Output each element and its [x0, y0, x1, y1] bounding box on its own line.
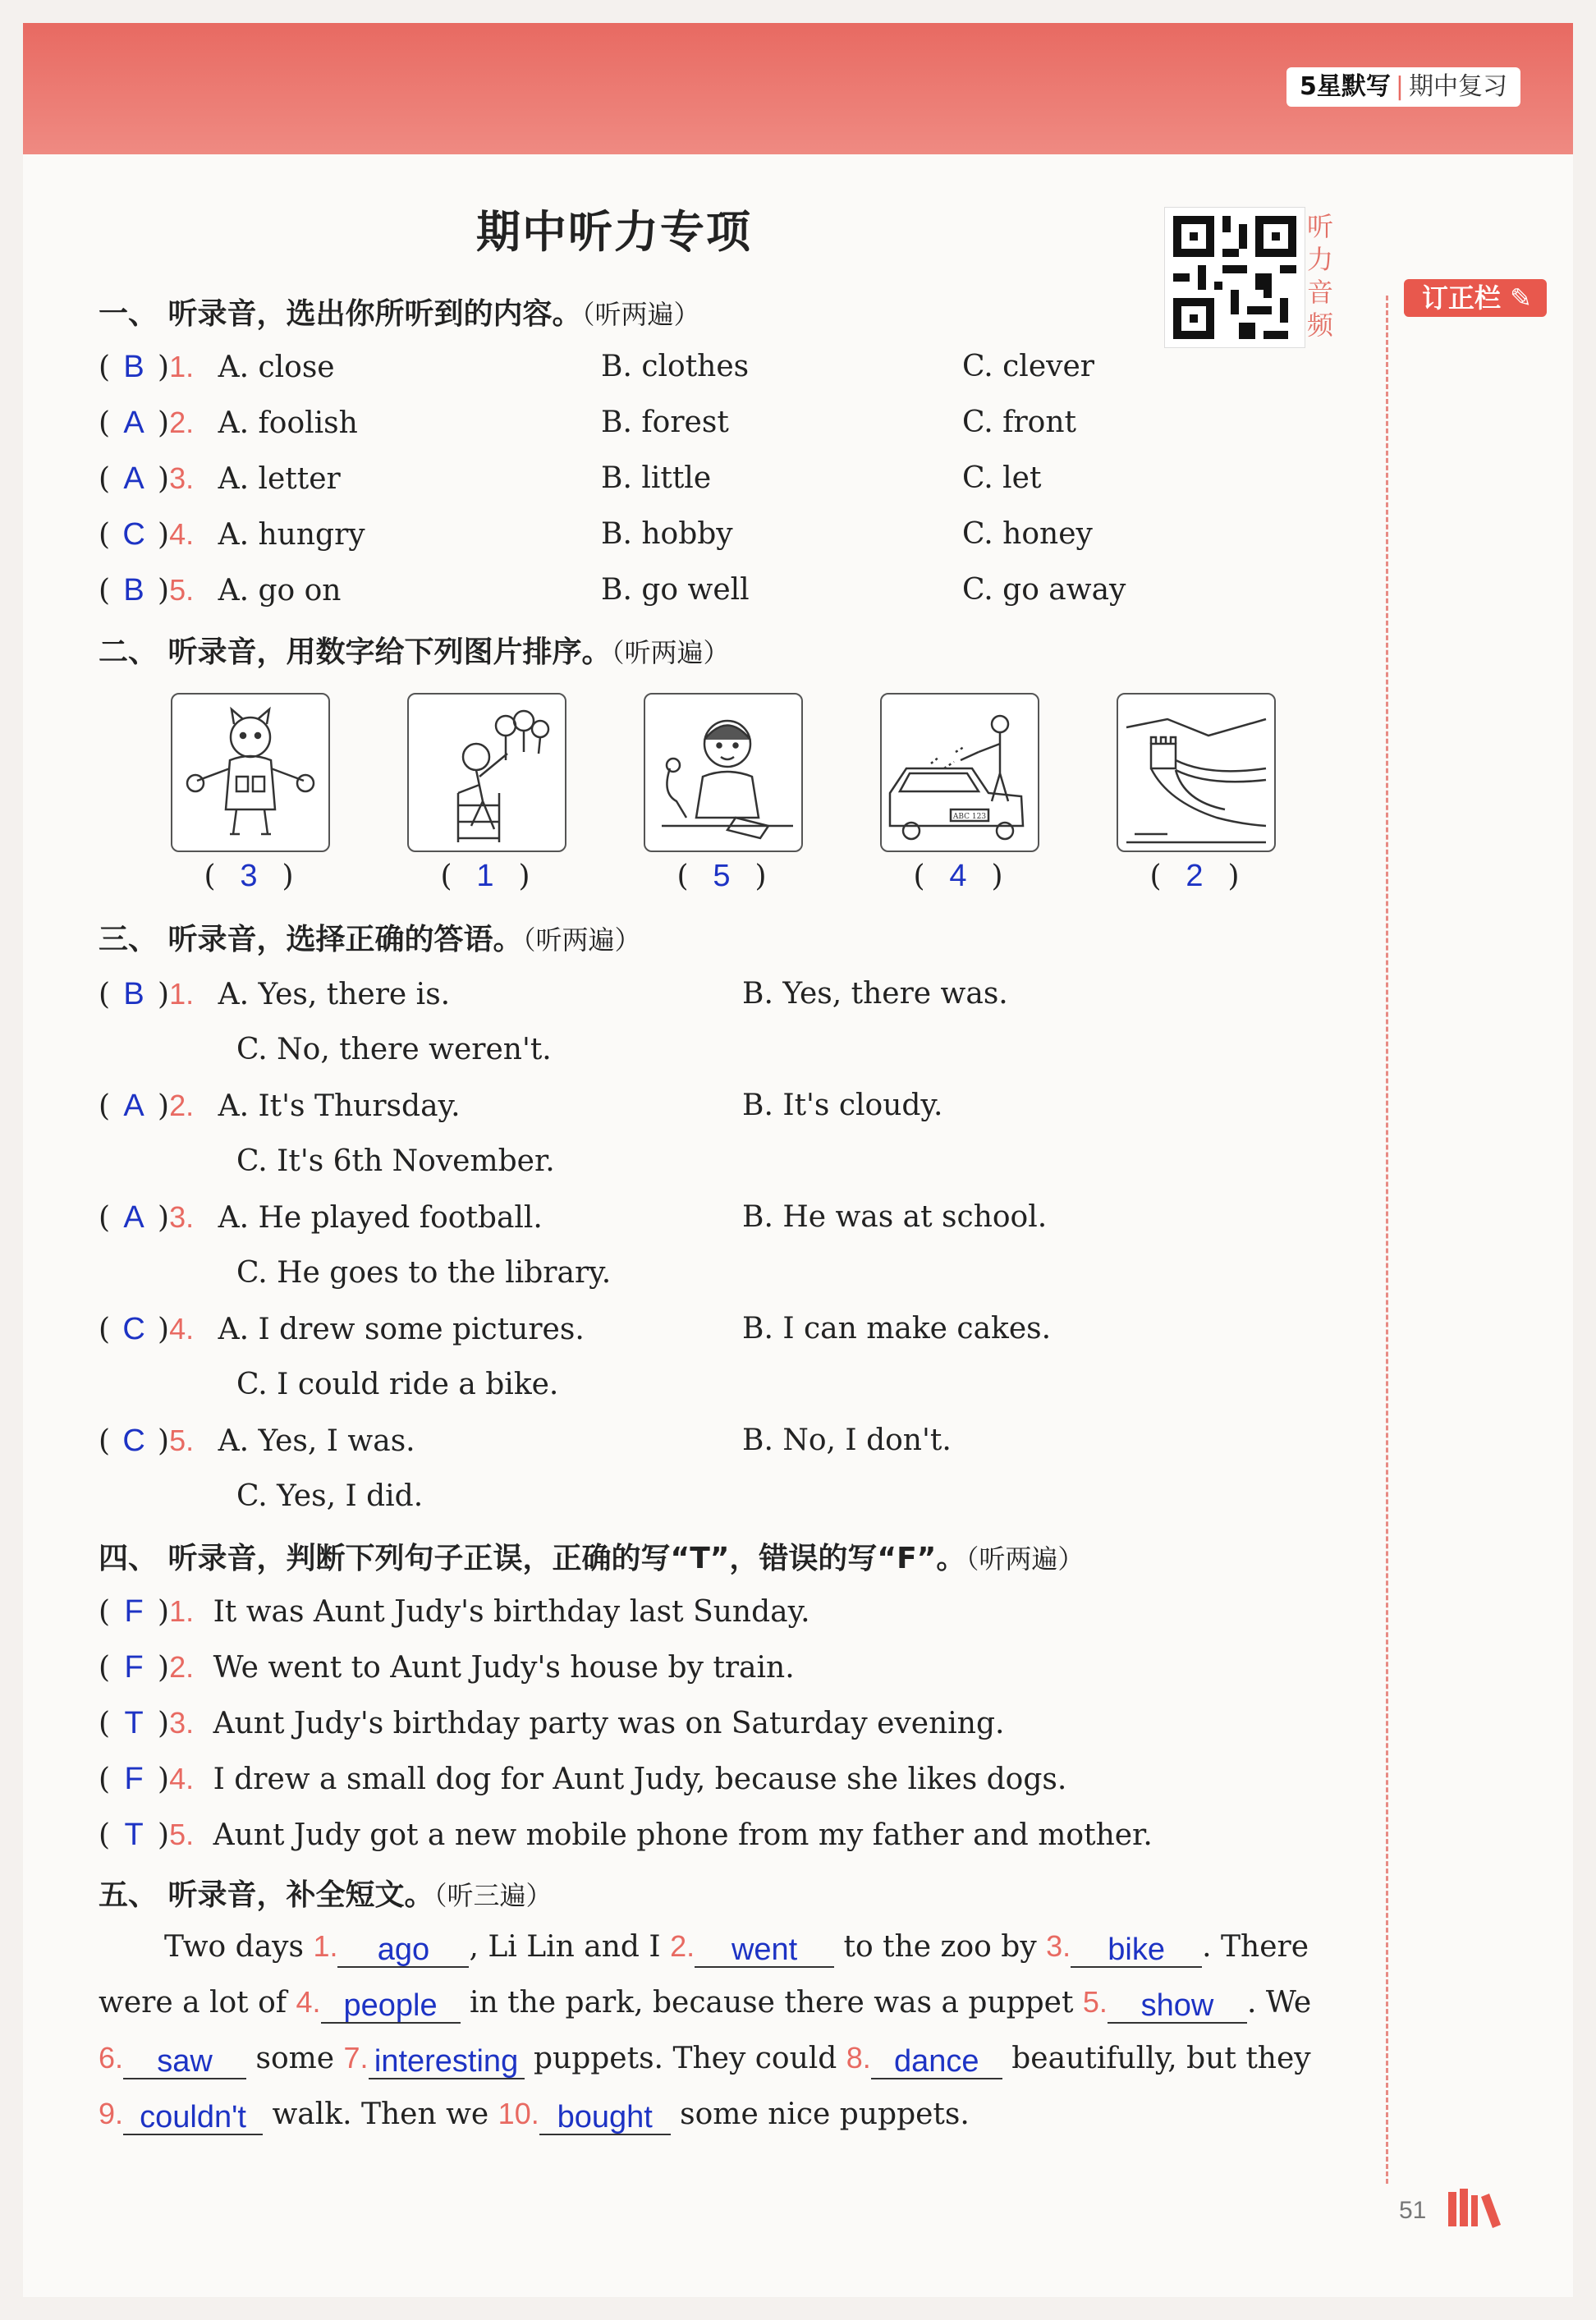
- blank-2[interactable]: went: [695, 1933, 834, 1968]
- part4-item-2: ( F )2. We went to Aunt Judy's house by train.: [99, 1647, 795, 1688]
- item-number: 5.: [169, 1424, 195, 1457]
- part3-note: （听两遍）: [522, 924, 641, 956]
- part4-item-1: ( F )1. It was Aunt Judy's birthday last Sunday.: [99, 1591, 810, 1632]
- header-tag: 5星默写 | 期中复习: [1286, 67, 1520, 107]
- passage-text: , Li Lin and I: [469, 1930, 671, 1964]
- option-b: B. He was at school.: [742, 1200, 1048, 1234]
- option-a: A. foolish: [218, 406, 358, 440]
- blank-3[interactable]: bike: [1071, 1933, 1202, 1968]
- item-number: 4.: [169, 1762, 195, 1795]
- part3-heading: [99, 916, 641, 958]
- passage-text: were a lot of: [99, 1986, 296, 2020]
- option-a: A. hungry: [218, 518, 365, 552]
- passage-text: some nice puppets.: [670, 2098, 970, 2131]
- option-b: B. go well: [601, 573, 750, 607]
- answer[interactable]: A: [123, 461, 144, 496]
- statement: Aunt Judy's birthday party was on Saturday evening.: [213, 1707, 1005, 1740]
- option-c: C. It's 6th November.: [236, 1144, 555, 1178]
- answer[interactable]: C: [122, 1424, 145, 1458]
- brand: 5星默写: [1300, 72, 1391, 101]
- statement: It was Aunt Judy's birthday last Sunday.: [213, 1595, 810, 1629]
- picture-wall: [1117, 693, 1276, 852]
- option-b: B. No, I don't.: [742, 1424, 952, 1457]
- passage-text: . There: [1202, 1930, 1309, 1964]
- part1-note: （听两遍）: [581, 299, 700, 330]
- picture-cat: [171, 693, 330, 852]
- picture-answer-4: ( 4 ): [913, 859, 1003, 893]
- passage-text: beautifully, but they: [1002, 2042, 1311, 2075]
- part3-item-1: ( B )1. A. Yes, there is.: [99, 974, 450, 1015]
- answer[interactable]: T: [124, 1706, 144, 1740]
- blank-1[interactable]: ago: [337, 1933, 469, 1968]
- answer[interactable]: B: [123, 350, 144, 384]
- option-b: B. It's cloudy.: [742, 1089, 943, 1122]
- blank-number: 9.: [99, 2097, 124, 2130]
- answer[interactable]: A: [123, 1200, 144, 1235]
- option-c: C. He goes to the library.: [236, 1256, 612, 1290]
- passage-text: . We: [1246, 1986, 1312, 2020]
- correction-column-tag: 订正栏 ✎: [1404, 279, 1547, 317]
- part1-item-3: ( A )3. A. letter: [99, 458, 341, 499]
- part4-item-3: ( T )3. Aunt Judy's birthday party was on Saturday evening.: [99, 1703, 1004, 1744]
- blank-4[interactable]: people: [321, 1989, 461, 2024]
- page-title: 期中听力专项: [476, 206, 752, 258]
- blank-number: 10.: [498, 2097, 539, 2130]
- option-c: C. let: [962, 461, 1042, 495]
- picture-car: [880, 693, 1039, 852]
- part4-heading: [99, 1535, 1084, 1577]
- passage-text: walk. Then we: [263, 2098, 498, 2131]
- answer[interactable]: F: [124, 1762, 144, 1796]
- blank-number: 3.: [1046, 1929, 1071, 1963]
- part1-heading: [99, 291, 700, 332]
- part3-item-4: ( C )4. A. I drew some pictures.: [99, 1309, 585, 1350]
- blank-number: 6.: [99, 2041, 124, 2075]
- section-label: 期中复习: [1409, 72, 1507, 101]
- item-number: 2.: [169, 1089, 195, 1122]
- option-b: B. Yes, there was.: [742, 977, 1008, 1011]
- part3-item-2: ( A )2. A. It's Thursday.: [99, 1085, 461, 1126]
- option-b: B. forest: [601, 406, 729, 439]
- item-number: 3.: [169, 1200, 195, 1234]
- margin-divider: [1386, 296, 1388, 2184]
- page-number: 51: [1399, 2197, 1427, 2224]
- option-c: C. go away: [962, 573, 1126, 607]
- part5-heading-text: 五、 听录音，补全短文。: [99, 1878, 434, 1912]
- correction-label: 订正栏: [1422, 282, 1502, 314]
- passage-text: some: [246, 2042, 344, 2075]
- part1-heading-text: 一、 听录音，选出你所听到的内容。: [99, 297, 582, 331]
- item-number: 5.: [169, 1818, 195, 1851]
- blank-number: 1.: [313, 1929, 338, 1963]
- option-b: B. hobby: [601, 517, 733, 551]
- picture-boy: [644, 693, 803, 852]
- answer[interactable]: T: [124, 1818, 144, 1852]
- washing-car-icon: [882, 695, 1038, 851]
- part3-heading-text: 三、 听录音，选择正确的答语。: [99, 923, 523, 956]
- picture-answer-2: ( 1 ): [440, 859, 530, 893]
- answer[interactable]: 4: [949, 859, 967, 893]
- part3-item-5: ( C )5. A. Yes, I was.: [99, 1420, 415, 1461]
- license-plate: ABC 123: [952, 813, 987, 821]
- picture-answer-5: ( 2 ): [1149, 859, 1240, 893]
- option-a: A. It's Thursday.: [218, 1089, 461, 1123]
- item-number: 4.: [169, 517, 195, 551]
- passage-text: to the zoo by: [834, 1930, 1047, 1964]
- part4-note: （听两遍）: [965, 1543, 1085, 1575]
- part1-item-5: ( B )5. A. go on: [99, 570, 341, 611]
- boy-drawing-icon: [645, 695, 801, 851]
- part2-heading-text: 二、 听录音，用数字给下列图片排序。: [99, 635, 612, 669]
- option-a: A. Yes, I was.: [218, 1424, 415, 1458]
- part1-item-4: ( C )4. A. hungry: [99, 514, 365, 555]
- passage-line-4: [99, 2093, 970, 2134]
- answer[interactable]: F: [124, 1650, 144, 1685]
- answer[interactable]: 5: [713, 859, 731, 893]
- passage-line-3: [99, 2038, 1311, 2079]
- answer[interactable]: A: [123, 406, 144, 440]
- passage-line-1: [164, 1926, 1309, 1967]
- option-c: C. honey: [962, 517, 1093, 551]
- option-a: A. close: [218, 351, 335, 384]
- blank-number: 5.: [1082, 1985, 1108, 2019]
- passage-text: Two days: [164, 1930, 314, 1964]
- item-number: 5.: [169, 573, 195, 607]
- option-a: A. Yes, there is.: [218, 978, 451, 1011]
- part4-item-4: ( F )4. I drew a small dog for Aunt Judy, because she likes dogs.: [99, 1758, 1066, 1800]
- option-a: A. letter: [218, 462, 341, 496]
- statement: We went to Aunt Judy's house by train.: [213, 1651, 795, 1685]
- part2-note: （听两遍）: [611, 637, 730, 668]
- item-number: 1.: [169, 1594, 195, 1628]
- statement: Aunt Judy got a new mobile phone from my father and mother.: [213, 1818, 1153, 1852]
- option-b: B. I can make cakes.: [742, 1312, 1052, 1346]
- part3-item-3: ( A )3. A. He played football.: [99, 1197, 543, 1238]
- option-b: B. little: [601, 461, 712, 495]
- qr-code[interactable]: [1164, 207, 1305, 348]
- answer[interactable]: F: [124, 1594, 144, 1629]
- item-number: 3.: [169, 1706, 195, 1740]
- part5-note: （听三遍）: [433, 1880, 553, 1911]
- answer[interactable]: B: [123, 977, 144, 1011]
- answer[interactable]: 2: [1186, 859, 1204, 893]
- item-number: 3.: [169, 461, 195, 495]
- option-c: C. clever: [962, 350, 1094, 383]
- blank-10[interactable]: bought: [539, 2101, 671, 2135]
- part4-heading-text: 四、 听录音，判断下列句子正误，正确的写“T”，错误的写“F”。: [99, 1542, 966, 1575]
- option-c: C. I could ride a bike.: [236, 1368, 559, 1401]
- blank-number: 2.: [670, 1929, 695, 1963]
- picture-answer-3: ( 5 ): [676, 859, 767, 893]
- statement: I drew a small dog for Aunt Judy, because she likes dogs.: [213, 1763, 1067, 1796]
- answer[interactable]: 3: [240, 859, 258, 893]
- passage-text: puppets. They could: [524, 2042, 846, 2075]
- item-number: 1.: [169, 977, 195, 1011]
- option-a: A. I drew some pictures.: [218, 1313, 585, 1346]
- blank-5[interactable]: show: [1108, 1989, 1247, 2024]
- part1-item-2: ( A )2. A. foolish: [99, 402, 358, 443]
- part5-heading: [99, 1872, 553, 1914]
- item-number: 2.: [169, 406, 195, 439]
- option-a: A. He played football.: [218, 1201, 543, 1235]
- blank-number: 7.: [343, 2041, 369, 2075]
- item-number: 1.: [169, 350, 195, 383]
- answer[interactable]: C: [122, 517, 145, 552]
- option-c: C. No, there weren't.: [236, 1033, 552, 1066]
- item-number: 2.: [169, 1650, 195, 1684]
- child-reaching-icon: [409, 695, 565, 851]
- answer[interactable]: C: [122, 1312, 145, 1346]
- passage-text: in the park, because there was a puppet: [460, 1986, 1083, 2020]
- blank-number: 4.: [296, 1985, 321, 2019]
- great-wall-icon: [1118, 695, 1274, 851]
- part4-item-5: ( T )5. Aunt Judy got a new mobile phone from my father and mother.: [99, 1814, 1153, 1855]
- item-number: 4.: [169, 1312, 195, 1346]
- picture-child: [407, 693, 566, 852]
- passage-line-2: [99, 1982, 1311, 2023]
- answer[interactable]: 1: [476, 859, 494, 893]
- option-c: C. Yes, I did.: [236, 1479, 424, 1513]
- blank-number: 8.: [846, 2041, 871, 2075]
- blank-6[interactable]: saw: [123, 2045, 246, 2079]
- qr-label: 听力音频: [1307, 211, 1334, 341]
- option-b: B. clothes: [601, 350, 750, 383]
- part1-item-1: ( B )1. A. close: [99, 346, 335, 387]
- blank-8[interactable]: dance: [871, 2045, 1002, 2079]
- blank-7[interactable]: interesting: [369, 2045, 525, 2079]
- answer[interactable]: B: [123, 573, 144, 608]
- option-a: A. go on: [218, 574, 342, 608]
- cat-costume-icon: [172, 695, 328, 851]
- blank-9[interactable]: couldn't: [123, 2101, 263, 2135]
- answer[interactable]: A: [123, 1089, 144, 1123]
- qr-icon: [1165, 208, 1305, 347]
- books-icon: [1447, 2187, 1504, 2228]
- part2-heading: [99, 629, 730, 671]
- option-c: C. front: [962, 406, 1077, 439]
- picture-answer-1: ( 3 ): [204, 859, 294, 893]
